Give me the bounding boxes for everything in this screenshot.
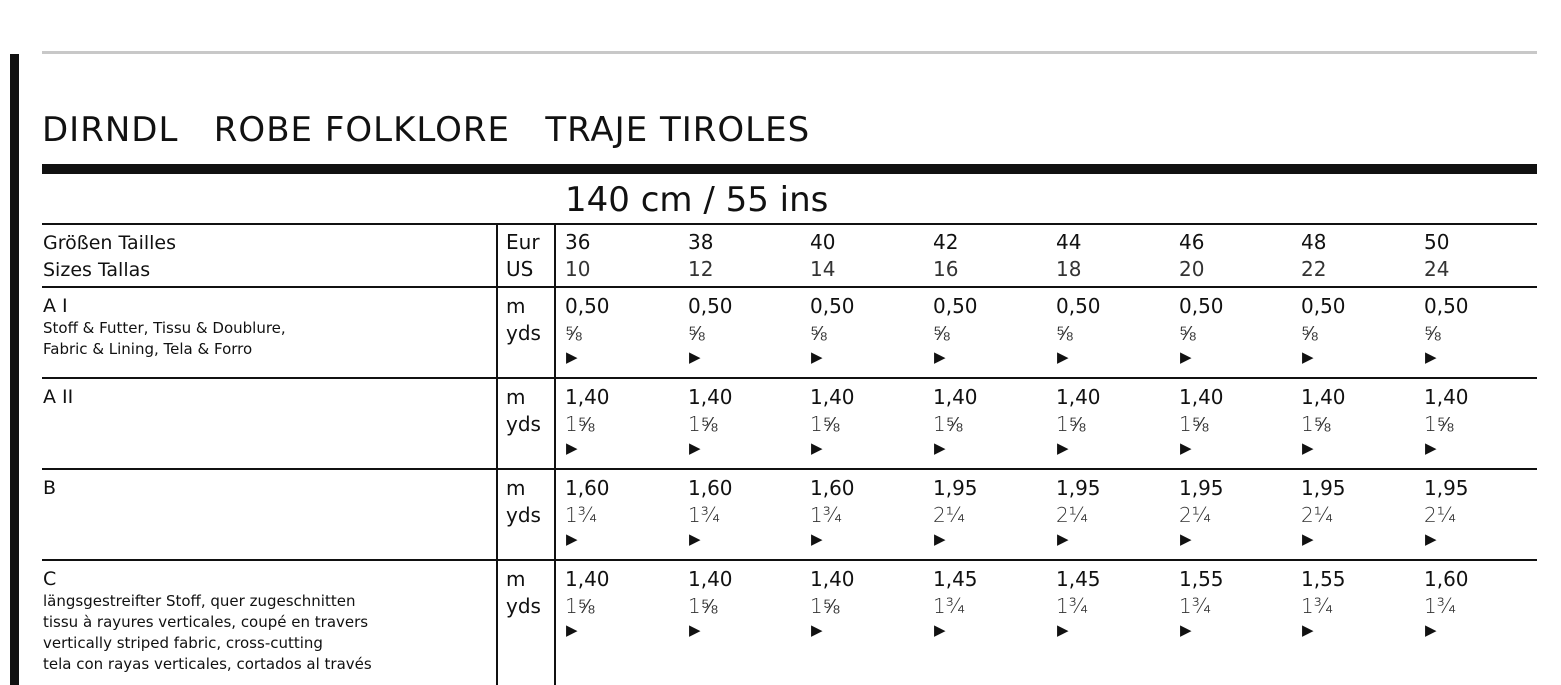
play-arrow-icon: ▶ (934, 621, 946, 639)
yards-value: 1¾ (688, 503, 721, 527)
unit-yds: yds (506, 412, 541, 436)
play-arrow-icon: ▶ (811, 530, 823, 548)
play-arrow-icon: ▶ (934, 530, 946, 548)
meters-value: 1,45 (1056, 567, 1101, 591)
size-us: 22 (1301, 257, 1327, 281)
yards-value: 1¾ (810, 503, 843, 527)
meters-value: 0,50 (810, 294, 855, 318)
top-rule (42, 51, 1537, 54)
yards-value: 1¾ (1424, 594, 1457, 618)
unit-m: m (506, 567, 526, 591)
play-arrow-icon: ▶ (1302, 439, 1314, 457)
meters-value: 1,95 (1056, 476, 1101, 500)
play-arrow-icon: ▶ (1180, 439, 1192, 457)
play-arrow-icon: ▶ (689, 530, 701, 548)
meters-value: 1,95 (933, 476, 978, 500)
meters-value: 1,60 (1424, 567, 1469, 591)
yards-value: 1⅝ (565, 412, 595, 436)
meters-value: 0,50 (933, 294, 978, 318)
left-margin-bar (10, 54, 19, 685)
yards-value: ⅝ (565, 321, 582, 345)
row-label: B (43, 477, 57, 499)
yards-value: ⅝ (688, 321, 705, 345)
size-us: 12 (688, 257, 714, 281)
row-description: vertically striped fabric, cross-cutting (43, 634, 323, 652)
play-arrow-icon: ▶ (1302, 530, 1314, 548)
row-rule (42, 377, 1537, 379)
meters-value: 0,50 (1424, 294, 1469, 318)
play-arrow-icon: ▶ (566, 439, 578, 457)
play-arrow-icon: ▶ (566, 621, 578, 639)
meters-value: 1,95 (1424, 476, 1469, 500)
row-description: Fabric & Lining, Tela & Forro (43, 340, 253, 358)
yards-value: 1⅝ (1424, 412, 1454, 436)
play-arrow-icon: ▶ (689, 439, 701, 457)
fabric-width-label: 140 cm / 55 ins (565, 180, 829, 220)
meters-value: 1,40 (688, 567, 733, 591)
row-description: längsgestreifter Stoff, quer zugeschnitten (43, 592, 356, 610)
row-rule (42, 559, 1537, 561)
size-eur: 46 (1179, 230, 1205, 254)
yards-value: 2¼ (1056, 503, 1089, 527)
row-label: C (43, 568, 57, 590)
size-eur: 40 (810, 230, 836, 254)
unit-yds: yds (506, 321, 541, 345)
meters-value: 1,55 (1301, 567, 1346, 591)
play-arrow-icon: ▶ (1425, 621, 1437, 639)
size-us: 20 (1179, 257, 1205, 281)
yards-value: 1⅝ (1056, 412, 1086, 436)
header-sizes-label-2: Sizes Tallas (43, 259, 151, 281)
unit-m: m (506, 476, 526, 500)
play-arrow-icon: ▶ (1057, 530, 1069, 548)
meters-value: 1,40 (1424, 385, 1469, 409)
size-us: 16 (933, 257, 959, 281)
play-arrow-icon: ▶ (1057, 439, 1069, 457)
yards-value: ⅝ (933, 321, 950, 345)
yards-value: ⅝ (810, 321, 827, 345)
title-rule (42, 164, 1537, 174)
meters-value: 1,55 (1179, 567, 1224, 591)
size-eur: 50 (1424, 230, 1450, 254)
meters-value: 1,40 (565, 567, 610, 591)
meters-value: 0,50 (1056, 294, 1101, 318)
yards-value: 2¼ (933, 503, 966, 527)
play-arrow-icon: ▶ (1180, 348, 1192, 366)
unit-yds: yds (506, 594, 541, 618)
page-title: DIRNDL ROBE FOLKLORE TRAJE TIROLES (42, 110, 811, 150)
meters-value: 1,40 (1056, 385, 1101, 409)
meters-value: 1,40 (810, 385, 855, 409)
play-arrow-icon: ▶ (1425, 530, 1437, 548)
size-us: 14 (810, 257, 836, 281)
size-eur: 36 (565, 230, 591, 254)
play-arrow-icon: ▶ (1425, 348, 1437, 366)
row-description: tela con rayas verticales, cortados al través (43, 655, 372, 673)
play-arrow-icon: ▶ (1057, 348, 1069, 366)
play-arrow-icon: ▶ (1180, 530, 1192, 548)
yards-value: 1⅝ (688, 412, 718, 436)
yards-value: 1⅝ (1301, 412, 1331, 436)
play-arrow-icon: ▶ (811, 621, 823, 639)
meters-value: 1,40 (1179, 385, 1224, 409)
meters-value: 1,40 (565, 385, 610, 409)
size-eur: 38 (688, 230, 714, 254)
meters-value: 0,50 (1179, 294, 1224, 318)
meters-value: 0,50 (565, 294, 610, 318)
play-arrow-icon: ▶ (1302, 348, 1314, 366)
size-us: 24 (1424, 257, 1450, 281)
header-sizes-label-1: Größen Tailles (43, 232, 177, 254)
unit-yds: yds (506, 503, 541, 527)
row-description: tissu à rayures verticales, coupé en travers (43, 613, 369, 631)
meters-value: 0,50 (1301, 294, 1346, 318)
row-description: Stoff & Futter, Tissu & Doublure, (43, 319, 286, 337)
size-us: 10 (565, 257, 591, 281)
yards-value: 2¼ (1424, 503, 1457, 527)
yards-value: 1⅝ (688, 594, 718, 618)
play-arrow-icon: ▶ (566, 348, 578, 366)
play-arrow-icon: ▶ (811, 439, 823, 457)
meters-value: 1,40 (933, 385, 978, 409)
row-rule (42, 468, 1537, 470)
yards-value: 1⅝ (1179, 412, 1209, 436)
meters-value: 1,40 (810, 567, 855, 591)
row-rule (42, 286, 1537, 288)
play-arrow-icon: ▶ (811, 348, 823, 366)
yards-value: 2¼ (1179, 503, 1212, 527)
yards-value: 1¾ (933, 594, 966, 618)
unit-m: m (506, 294, 526, 318)
play-arrow-icon: ▶ (1057, 621, 1069, 639)
yards-value: 2¼ (1301, 503, 1334, 527)
row-label: A I (43, 295, 68, 317)
meters-value: 1,40 (1301, 385, 1346, 409)
size-eur: 44 (1056, 230, 1082, 254)
header-unit-eur: Eur (506, 230, 540, 254)
meters-value: 1,60 (810, 476, 855, 500)
yards-value: 1⅝ (933, 412, 963, 436)
meters-value: 0,50 (688, 294, 733, 318)
size-us: 18 (1056, 257, 1082, 281)
yards-value: 1⅝ (810, 412, 840, 436)
header-unit-us: US (506, 257, 534, 281)
play-arrow-icon: ▶ (934, 439, 946, 457)
play-arrow-icon: ▶ (566, 530, 578, 548)
size-eur: 48 (1301, 230, 1327, 254)
meters-value: 1,95 (1179, 476, 1224, 500)
meters-value: 1,95 (1301, 476, 1346, 500)
yards-value: ⅝ (1056, 321, 1073, 345)
play-arrow-icon: ▶ (1180, 621, 1192, 639)
play-arrow-icon: ▶ (934, 348, 946, 366)
column-divider-unit (554, 224, 556, 685)
yards-value: 1⅝ (810, 594, 840, 618)
play-arrow-icon: ▶ (1302, 621, 1314, 639)
meters-value: 1,60 (688, 476, 733, 500)
meters-value: 1,45 (933, 567, 978, 591)
yards-value: 1¾ (1179, 594, 1212, 618)
play-arrow-icon: ▶ (689, 348, 701, 366)
play-arrow-icon: ▶ (689, 621, 701, 639)
meters-value: 1,60 (565, 476, 610, 500)
yards-value: 1¾ (565, 503, 598, 527)
yards-value: 1¾ (1301, 594, 1334, 618)
unit-m: m (506, 385, 526, 409)
play-arrow-icon: ▶ (1425, 439, 1437, 457)
size-eur: 42 (933, 230, 959, 254)
table-top-rule (42, 223, 1537, 225)
column-divider-label (496, 224, 498, 685)
yards-value: ⅝ (1424, 321, 1441, 345)
yards-value: ⅝ (1179, 321, 1196, 345)
yards-value: 1⅝ (565, 594, 595, 618)
yards-value: ⅝ (1301, 321, 1318, 345)
meters-value: 1,40 (688, 385, 733, 409)
row-label: A II (43, 386, 74, 408)
yards-value: 1¾ (1056, 594, 1089, 618)
